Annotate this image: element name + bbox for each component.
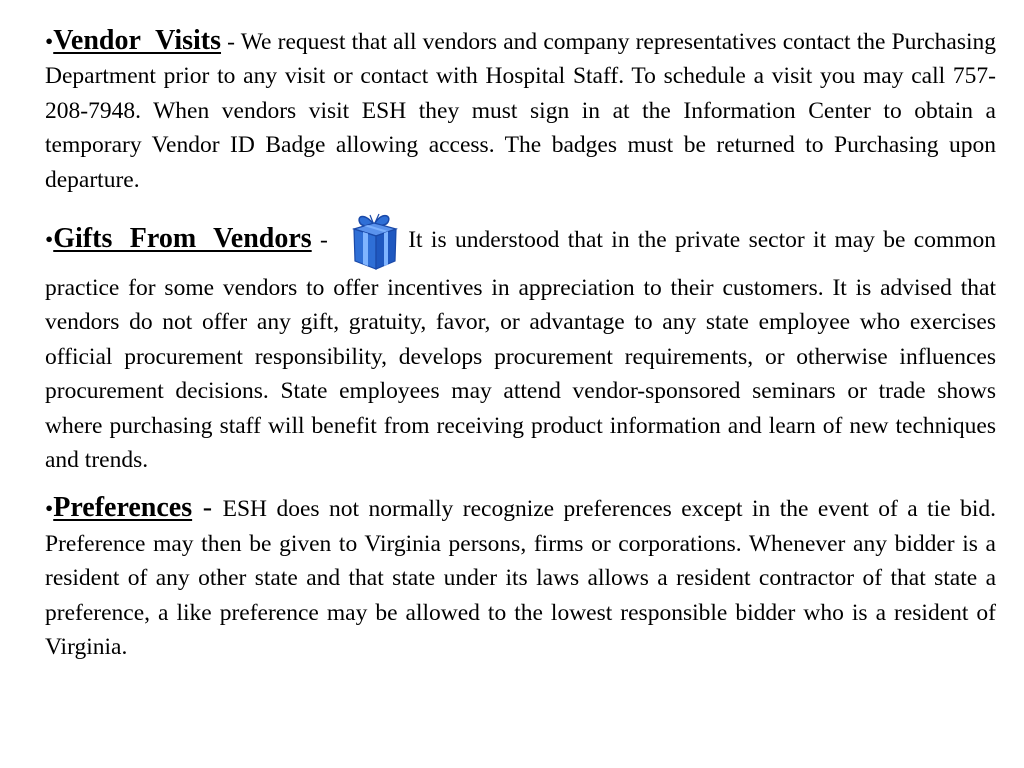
heading-separator: - bbox=[221, 29, 241, 55]
heading-vendor-visits: Vendor Visits bbox=[53, 25, 222, 56]
gift-box-icon bbox=[348, 211, 400, 271]
section-body: ESH does not normally recognize preferences except in the event of a tie bid. Preference may then be given to Virginia persons, firms or corporations. Whenever any bidder is a resident of any other state and that state under its laws allows a resident contractor of that state a preference, a like preference may be allowed to the lowest responsible bidder who is a resident of Virginia. bbox=[45, 496, 997, 661]
section-gifts-from-vendors bbox=[45, 211, 996, 477]
bullet-marker: • bbox=[45, 227, 54, 254]
heading-separator: - bbox=[192, 492, 223, 524]
section-preferences bbox=[45, 491, 996, 664]
section-body: It is understood that in the private sector it may be common practice for some vendors to offer incentives in appreciation to their customers. It is advised that vendors do not offer any gift, gratuity, favor, or advantage to any state employee who exercises official procurement responsibility, develops procurement requirements, or otherwise influences procurement decisions. State employees may attend vendor-sponsored seminars or trade shows where purchasing staff will benefit from receiving product information and learn of new techniques and trends. bbox=[45, 227, 997, 474]
heading-separator: - bbox=[311, 227, 337, 254]
heading-gifts-from-vendors: Gifts From Vendors bbox=[53, 223, 312, 255]
heading-preferences: Preferences bbox=[53, 492, 193, 524]
section-vendor-visits bbox=[45, 24, 996, 197]
bullet-marker: • bbox=[45, 29, 54, 55]
bullet-marker: • bbox=[45, 496, 54, 523]
section-body: We request that all vendors and company representatives contact the Purchasing Department prior to any visit or contact with Hospital Staff. To schedule a visit you may call 757-208-7948. When vendors visit ESH they must sign in at the Information Center to obtain a temporary Vendor ID Badge allowing access. The badges must be returned to Purchasing upon departure. bbox=[45, 29, 996, 193]
